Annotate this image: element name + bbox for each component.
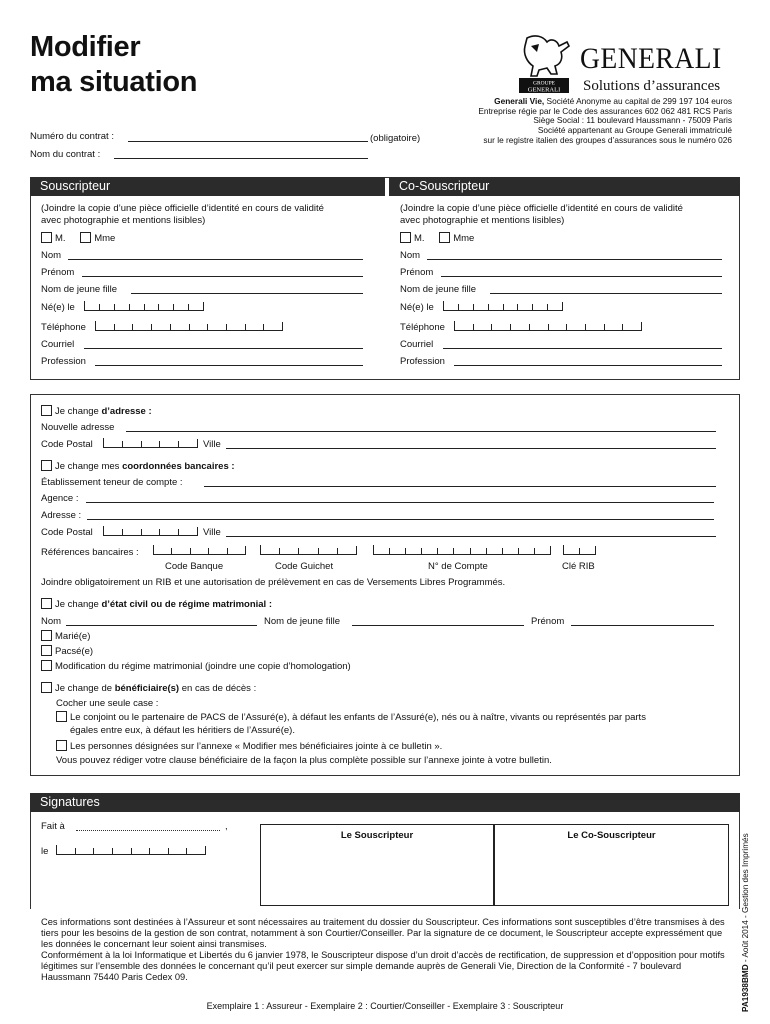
bank-change-title: coordonnées bancaires : bbox=[122, 461, 235, 472]
married-label: Marié(e) bbox=[55, 631, 91, 642]
company-line-5: sur le registre italien des groupes d’assurances sous le numéro 026 bbox=[483, 134, 732, 145]
bank-city-label: Ville bbox=[203, 527, 221, 538]
pacs-checkbox[interactable] bbox=[41, 645, 52, 656]
cosubscriber-phone-field[interactable] bbox=[454, 322, 642, 331]
address-city-field[interactable] bbox=[226, 448, 716, 449]
subscriber-profession-label: Profession bbox=[41, 356, 86, 367]
address-change-checkbox[interactable] bbox=[41, 405, 52, 416]
bank-institution-field[interactable] bbox=[204, 486, 716, 487]
brand-tagline: Solutions d’assurances bbox=[583, 78, 721, 94]
address-change-title: d’adresse : bbox=[101, 406, 152, 417]
sign-date-field[interactable] bbox=[56, 846, 206, 855]
subscriber-mme-label: Mme bbox=[94, 233, 116, 244]
beneficiary-annex-checkbox[interactable] bbox=[56, 740, 67, 751]
beneficiary-option-annex bbox=[56, 740, 442, 752]
bank-postal-field[interactable] bbox=[103, 527, 198, 536]
company-line-3: Siège Social : 11 boulevard Haussmann - 75009 Paris bbox=[533, 115, 732, 126]
beneficiary-annex-label: Les personnes désignées sur l’annexe « Modifier mes bénéficiaires jointe à ce bulletin ». bbox=[70, 741, 443, 752]
regime-change-checkbox[interactable] bbox=[41, 660, 52, 671]
page-title bbox=[30, 30, 197, 100]
generali-lion-logo-icon bbox=[517, 34, 571, 94]
company-line-4: Société appartenant au Groupe Generali immatriculé bbox=[537, 125, 732, 136]
subscriber-signature-box[interactable] bbox=[260, 824, 494, 906]
sign-place-label: Fait à bbox=[41, 821, 65, 832]
married-checkbox[interactable] bbox=[41, 630, 52, 641]
cosubscriber-note-2: avec photographie et mentions lisibles) bbox=[400, 215, 565, 226]
bank-change-checkbox[interactable] bbox=[41, 460, 52, 471]
subscriber-header: Souscripteur bbox=[30, 177, 385, 196]
bank-change-option bbox=[41, 460, 235, 472]
regime-change-label: Modification du régime matrimonial (joindre une copie d’homologation) bbox=[55, 661, 351, 672]
beneficiary-spouse-label: Le conjoint ou le partenaire de PACS de l’Assuré(e), à défaut les enfants de l’Assuré(e), nés ou à naître, vivants ou représentés par parts bbox=[70, 712, 646, 723]
subscriber-prenom-field[interactable] bbox=[82, 276, 363, 277]
form-date: - Août 2014 - Gestion des Imprimés bbox=[741, 833, 750, 965]
beneficiary-instruction: Cocher une seule case : bbox=[56, 698, 159, 709]
title-line-1: Modifier bbox=[30, 31, 141, 63]
contract-number-label: Numéro du contrat : bbox=[30, 131, 114, 142]
logo-mark-text-2: GENERALI bbox=[527, 86, 561, 94]
regime-change-option bbox=[41, 660, 351, 672]
civil-status-title: d’état civil ou de régime matrimonial : bbox=[101, 599, 272, 610]
bank-references-label: Références bancaires : bbox=[41, 547, 139, 558]
beneficiary-spouse-label-2: égales entre eux, à défaut les héritiers de l’Assuré(e). bbox=[70, 725, 295, 736]
pacs-option bbox=[41, 645, 93, 657]
subscriber-maiden-field[interactable] bbox=[131, 293, 363, 294]
bank-address-field[interactable] bbox=[87, 519, 714, 520]
cosubscriber-note-1: (Joindre la copie d’une pièce officielle d’identité en cours de validité bbox=[400, 203, 683, 214]
subscriber-email-label: Courriel bbox=[41, 339, 75, 350]
cosubscriber-phone-label: Téléphone bbox=[400, 322, 445, 333]
address-postal-field[interactable] bbox=[103, 439, 198, 448]
beneficiary-prefix: Je change de bbox=[55, 683, 115, 694]
bank-institution-label: Établissement teneur de compte : bbox=[41, 477, 183, 488]
cosubscriber-prenom-label: Prénom bbox=[400, 267, 434, 278]
bank-address-label: Adresse : bbox=[41, 510, 82, 521]
address-postal-label: Code Postal bbox=[41, 439, 93, 450]
civil-maiden-label: Nom de jeune fille bbox=[264, 616, 341, 627]
logo-mark-text-1: GROUPE bbox=[532, 80, 556, 87]
civil-maiden-field[interactable] bbox=[352, 625, 524, 626]
beneficiary-title: bénéficiaire(s) bbox=[114, 683, 180, 694]
bank-postal-label: Code Postal bbox=[41, 527, 93, 538]
cosubscriber-birth-label: Né(e) le bbox=[400, 302, 434, 313]
new-address-label: Nouvelle adresse bbox=[41, 422, 115, 433]
civil-status-checkbox[interactable] bbox=[41, 598, 52, 609]
subscriber-note-1: (Joindre la copie d’une pièce officielle d’identité en cours de validité bbox=[41, 203, 324, 214]
bank-code-field[interactable] bbox=[153, 546, 246, 555]
cosubscriber-m-label: M. bbox=[414, 233, 425, 244]
beneficiary-spouse-checkbox[interactable] bbox=[56, 711, 67, 722]
beneficiary-option-spouse bbox=[56, 711, 646, 723]
address-city-label: Ville bbox=[203, 439, 221, 450]
subscriber-signature-title: Le Souscripteur bbox=[340, 830, 414, 841]
cosubscriber-email-label: Courriel bbox=[400, 339, 434, 350]
bank-account-caption: N° de Compte bbox=[428, 561, 488, 572]
bank-city-field[interactable] bbox=[226, 536, 716, 537]
beneficiary-note: Vous pouvez rédiger votre clause bénéficiaire de la façon la plus complète possible sur l’annexe jointe à votre bulletin. bbox=[56, 755, 552, 766]
cosubscriber-mme-label: Mme bbox=[453, 233, 475, 244]
bank-agency-field[interactable] bbox=[86, 502, 714, 503]
company-line-2: Entreprise régie par le Code des assurances 602 062 481 RCS Paris bbox=[478, 105, 732, 116]
cosubscriber-maiden-field[interactable] bbox=[490, 293, 722, 294]
bank-code-caption: Code Banque bbox=[165, 561, 224, 572]
brand-name: GENERALI bbox=[580, 42, 722, 75]
civil-nom-label: Nom bbox=[41, 616, 62, 627]
copies-footer: Exemplaire 1 : Assureur - Exemplaire 2 : Courtier/Conseiller - Exemplaire 3 : Souscripteur bbox=[206, 1001, 564, 1011]
subscriber-birth-field[interactable] bbox=[84, 302, 204, 311]
sign-place-comma: , bbox=[225, 821, 228, 832]
subscriber-nom-field[interactable] bbox=[68, 259, 363, 260]
bank-rib-note: Joindre obligatoirement un RIB et une autorisation de prélèvement en cas de Versements Libres Programmés. bbox=[41, 577, 506, 588]
legal-paragraph-1: Ces informations sont destinées à l’Assureur et sont nécessaires au traitement du dossier du Souscripteur. Ces informations sont susceptibles d’être transmises à des tiers pour les besoins de la gestion de son contrat, notamment à son Courtier/Conseiller. Par la signature de ce document, le Souscripteur accepte expressément que les données le concernant leur soient ainsi transmises. bbox=[41, 917, 725, 949]
civil-nom-field[interactable] bbox=[66, 625, 257, 626]
subscriber-email-field[interactable] bbox=[84, 348, 363, 349]
cosubscriber-nom-field[interactable] bbox=[427, 259, 722, 260]
bank-key-caption: Clé RIB bbox=[562, 561, 595, 572]
subscriber-mme-checkbox[interactable] bbox=[80, 232, 91, 243]
subscriber-phone-label: Téléphone bbox=[41, 322, 86, 333]
contract-mandatory-note: (obligatoire) bbox=[370, 133, 421, 144]
pacs-label: Pacsé(e) bbox=[55, 646, 94, 657]
subscriber-m-checkbox[interactable] bbox=[41, 232, 52, 243]
subscriber-note-2: avec photographie et mentions lisibles) bbox=[41, 215, 206, 226]
cosubscriber-email-field[interactable] bbox=[443, 348, 722, 349]
cosubscriber-maiden-label: Nom de jeune fille bbox=[400, 284, 477, 295]
legal-paragraph-2: Conformément à la loi Informatique et Libertés du 6 janvier 1978, le Souscripteur dispose d’un droit d’accès de rectification, de suppression et d’opposition pour motifs légitimes sur l’ensemble des données le concernant qu’il peut exercer sur simple demande auprès de Generali Vie, Direction de la Conformité - 7 boulevard Haussmann 75440 Paris Cedex 09. bbox=[41, 950, 725, 982]
contract-name-field[interactable] bbox=[114, 158, 368, 159]
bank-key-field[interactable] bbox=[563, 546, 596, 555]
signatures-header: Signatures bbox=[30, 793, 740, 812]
cosubscriber-nom-label: Nom bbox=[400, 250, 421, 261]
beneficiary-suffix: en cas de décès : bbox=[179, 683, 257, 694]
bank-agency-label: Agence : bbox=[41, 493, 79, 504]
civil-prenom-label: Prénom bbox=[531, 616, 565, 627]
sign-place-field[interactable] bbox=[76, 830, 220, 831]
civil-prenom-field[interactable] bbox=[571, 625, 714, 626]
cosubscriber-signature-title: Le Co-Souscripteur bbox=[567, 830, 656, 841]
company-capital: Société Anonyme au capital de 299 197 104 euros bbox=[544, 96, 732, 106]
subscriber-m-label: M. bbox=[55, 233, 66, 244]
contract-name-label: Nom du contrat : bbox=[30, 149, 101, 160]
cosubscriber-birth-field[interactable] bbox=[443, 302, 563, 311]
title-line-2: ma situation bbox=[30, 66, 198, 98]
cosubscriber-profession-label: Profession bbox=[400, 356, 445, 367]
sign-date-label: le bbox=[41, 846, 49, 857]
company-info bbox=[402, 97, 732, 146]
bank-branch-field[interactable] bbox=[260, 546, 357, 555]
form-code: PA1938BMD bbox=[741, 964, 750, 1012]
beneficiary-change-checkbox[interactable] bbox=[41, 682, 52, 693]
cosubscriber-civility bbox=[400, 232, 474, 244]
beneficiary-change-option bbox=[41, 682, 256, 694]
subscriber-profession-field[interactable] bbox=[95, 365, 363, 366]
subscriber-maiden-label: Nom de jeune fille bbox=[41, 284, 118, 295]
subscriber-civility bbox=[41, 232, 115, 244]
married-option bbox=[41, 630, 90, 642]
cosubscriber-signature-box[interactable] bbox=[494, 824, 729, 906]
subscriber-nom-label: Nom bbox=[41, 250, 62, 261]
subscriber-birth-label: Né(e) le bbox=[41, 302, 75, 313]
address-change-prefix: Je change bbox=[55, 406, 102, 417]
cosubscriber-prenom-field[interactable] bbox=[441, 276, 722, 277]
cosubscriber-header: Co-Souscripteur bbox=[389, 177, 740, 196]
company-name: Generali Vie, bbox=[494, 96, 545, 106]
contract-number-field[interactable] bbox=[128, 141, 368, 142]
form-reference bbox=[741, 833, 750, 1012]
cosubscriber-mme-checkbox[interactable] bbox=[439, 232, 450, 243]
bank-account-field[interactable] bbox=[373, 546, 551, 555]
cosubscriber-m-checkbox[interactable] bbox=[400, 232, 411, 243]
subscriber-phone-field[interactable] bbox=[95, 322, 283, 331]
address-change-option bbox=[41, 405, 152, 417]
new-address-field[interactable] bbox=[126, 431, 716, 432]
civil-status-option bbox=[41, 598, 272, 610]
bank-branch-caption: Code Guichet bbox=[275, 561, 334, 572]
bank-change-prefix: Je change mes bbox=[55, 461, 123, 472]
civil-status-prefix: Je change bbox=[55, 599, 102, 610]
cosubscriber-profession-field[interactable] bbox=[454, 365, 722, 366]
subscriber-prenom-label: Prénom bbox=[41, 267, 75, 278]
